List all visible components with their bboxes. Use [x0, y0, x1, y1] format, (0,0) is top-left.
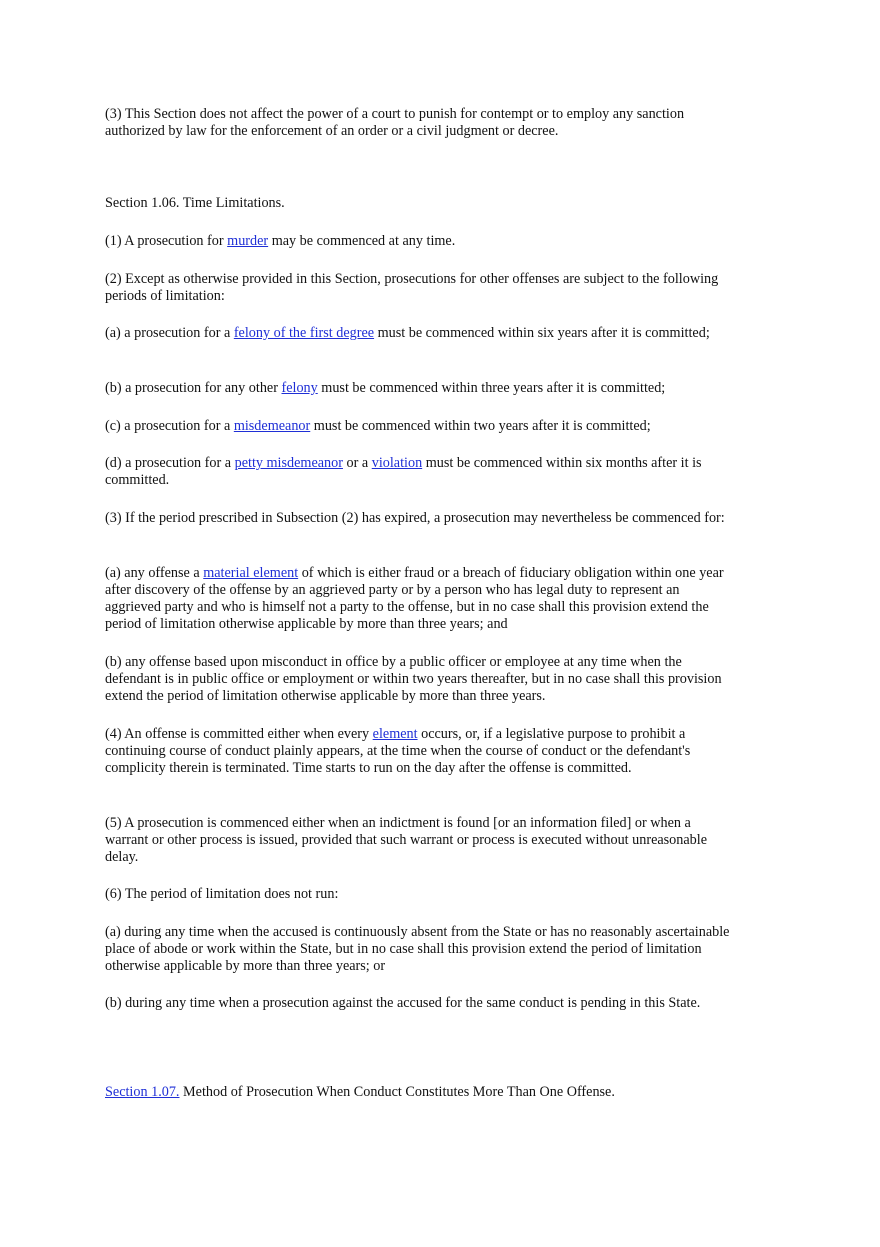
paragraph-2b [105, 380, 730, 397]
murder-link[interactable]: murder [227, 233, 269, 249]
paragraph-6a [105, 924, 730, 975]
paragraph-text: (b) any offense based upon misconduct in office by a public officer or employee at any time when the defendant is in public office or employment or within two years thereafter, but in no case shall this provision extend the period of limitation otherwise applicable by more than three years. [105, 654, 722, 704]
text-segment: (c) a prosecution for a [105, 418, 234, 434]
paragraph-text: (3) If the period prescribed in Subsection (2) has expired, a prosecution may nevertheless be commenced for: [105, 510, 725, 526]
text-segment: (b) a prosecution for any other [105, 380, 282, 396]
material-element-link[interactable]: material element [203, 565, 299, 581]
text-segment: (a) a prosecution for a [105, 325, 234, 341]
paragraph-text: (2) Except as otherwise provided in this Section, prosecutions for other offenses are subject to the following periods of limitation: [105, 271, 719, 304]
paragraph-3a [105, 565, 730, 633]
text-segment: may be commenced at any time. [268, 233, 456, 249]
paragraph-3b [105, 654, 730, 705]
section-1-07-heading [105, 1084, 730, 1101]
text-segment: (1) A prosecution for [105, 233, 228, 249]
paragraph-text: (5) A prosecution is commenced either when an indictment is found [or an information filed] or when a warrant or other process is issued, provided that such warrant or process is executed without unreasonable delay. [105, 815, 707, 865]
text-segment: of which is either fraud or a breach of fiduciary obligation within one year after discovery of the offense by an aggrieved party or by a person who has legal duty to represent an aggrieved party and who is himself not a party to the offense, but in no case shall this provision extend the period of limitation otherwise applicable by more than three years; and [105, 565, 724, 632]
violation-link[interactable]: violation [371, 455, 423, 471]
paragraph-6b [105, 995, 730, 1012]
petty-misdemeanor-link[interactable]: petty misdemeanor [234, 455, 343, 471]
text-segment: (a) any offense a [105, 565, 204, 581]
paragraph-4 [105, 726, 730, 777]
section-title-text: Method of Prosecution When Conduct Constitutes More Than One Offense. [179, 1084, 615, 1100]
text-segment: occurs, or, if a legislative purpose to prohibit a continuing course of conduct plainly appears, at the time when the course of conduct or the defendant's complicity therein is terminated. Time starts to run on the day after the offense is committed. [105, 726, 691, 776]
paragraph-6 [105, 886, 730, 903]
paragraph-text: (3) This Section does not affect the power of a court to punish for contempt or to employ any sanction authorized by law for the enforcement of an order or a civil judgment or decree. [105, 106, 685, 139]
text-segment: or a [342, 455, 372, 471]
text-segment: (4) An offense is committed either when every [105, 726, 373, 742]
felony-link[interactable]: felony [281, 380, 318, 396]
paragraph-text: (b) during any time when a prosecution against the accused for the same conduct is pending in this State. [105, 995, 701, 1011]
text-segment: (d) a prosecution for a [105, 455, 235, 471]
text-segment: must be commenced within three years after it is committed; [317, 380, 666, 396]
paragraph-2 [105, 271, 730, 305]
paragraph-text: (6) The period of limitation does not run: [105, 886, 339, 902]
section-title-text: Section 1.06. Time Limitations. [105, 195, 285, 211]
felony-first-degree-link[interactable]: felony of the first degree [233, 325, 375, 341]
paragraph-1 [105, 233, 730, 250]
section-1-07-link[interactable]: Section 1.07. [105, 1084, 180, 1100]
paragraph-2c [105, 418, 730, 435]
text-segment: must be commenced within two years after it is committed; [310, 418, 651, 434]
section-1-05-paragraph-3 [105, 106, 730, 140]
section-1-06-title [105, 195, 730, 212]
paragraph-3 [105, 510, 730, 527]
paragraph-2a [105, 325, 730, 342]
paragraph-5 [105, 815, 730, 866]
paragraph-text: (a) during any time when the accused is continuously absent from the State or has no reasonably ascertainable place of abode or work within the State, but in no case shall this provision extend the period of limitation otherwise applicable by more than three years; or [105, 924, 730, 974]
misdemeanor-link[interactable]: misdemeanor [233, 418, 311, 434]
text-segment: must be commenced within six years after it is committed; [374, 325, 710, 341]
paragraph-2d [105, 455, 730, 489]
element-link[interactable]: element [372, 726, 418, 742]
text-segment: must be commenced within six months after it is committed. [105, 455, 702, 488]
